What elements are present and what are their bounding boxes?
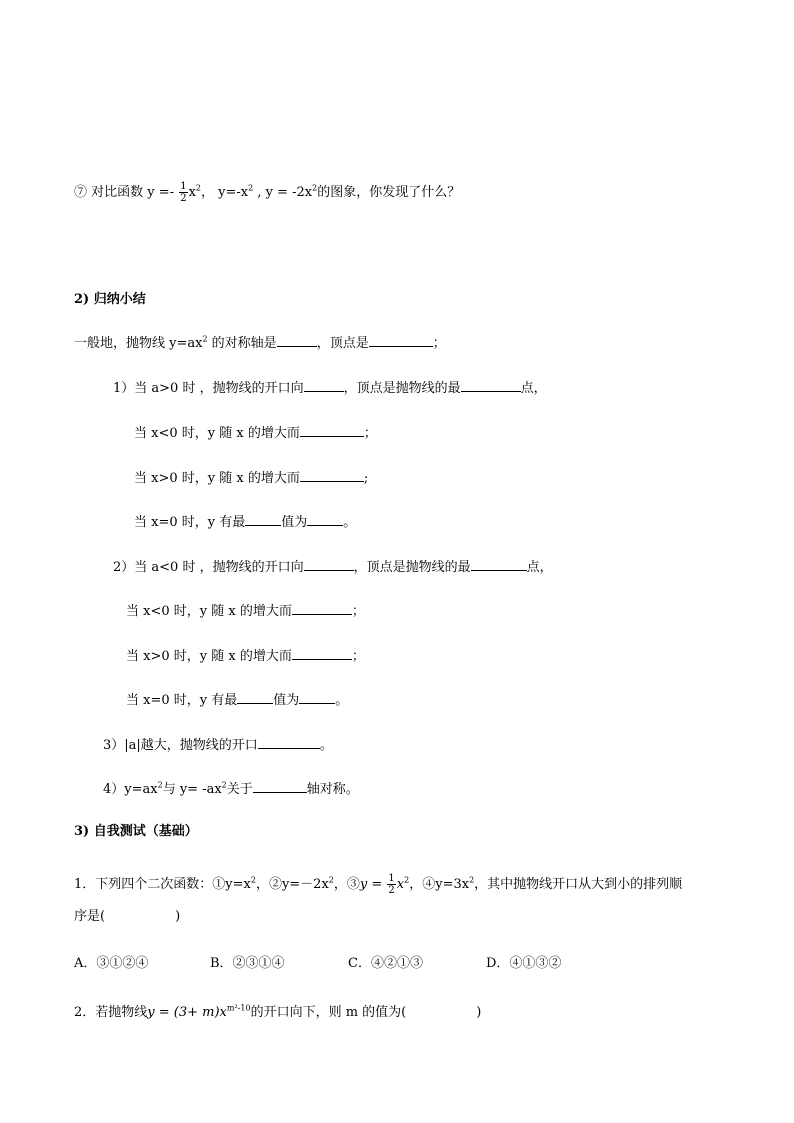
- q7-part3: , y = -2x: [253, 185, 313, 200]
- case1-l2-blank[interactable]: [300, 468, 364, 482]
- q1-e3: 2: [404, 875, 410, 885]
- case1-open-blank[interactable]: [304, 378, 344, 392]
- summary-heading: 2) 归纳小结: [74, 292, 146, 307]
- q7-prefix: 对比函数 y =-: [91, 185, 179, 200]
- summary-intro: [74, 333, 446, 353]
- q2-b: 的开口向下，则 m 的值为(: [250, 1005, 407, 1020]
- q1-line1: [74, 873, 682, 896]
- case1-line2: [134, 468, 368, 488]
- case2-head-a: 2）当 a<0 时 ，抛物线的开口向: [113, 560, 304, 575]
- p4-a: 4）y=ax: [103, 782, 158, 797]
- case1-l2-a: 当 x>0 时，y 随 x 的增大而: [134, 471, 300, 486]
- case2-extreme-blank[interactable]: [471, 557, 527, 571]
- q1-f: ，其中抛物线开口从大到小的排列顺: [474, 877, 683, 892]
- q1-y-eq: y =: [359, 877, 387, 892]
- option-a[interactable]: A．③①②④: [74, 956, 149, 971]
- p4-blank[interactable]: [253, 779, 307, 793]
- case1-l3-blank2[interactable]: [307, 512, 343, 526]
- p3-a: 3）|a|越大，抛物线的开口: [103, 738, 258, 753]
- case1-l1-blank[interactable]: [300, 423, 364, 437]
- q1-e2: 2: [328, 875, 334, 885]
- case2-l2-b: ；: [351, 649, 365, 664]
- p4-exp2: 2: [221, 780, 227, 790]
- q1-line2-b: ): [175, 909, 181, 924]
- case2-l3-b: 值为: [273, 693, 300, 708]
- q1-line2-a: 序是(: [74, 909, 106, 924]
- case1-extreme-blank[interactable]: [461, 378, 521, 392]
- q7-frac-num: 1: [180, 181, 187, 192]
- intro-d: ；: [432, 336, 446, 351]
- case2-l1-blank[interactable]: [292, 601, 352, 615]
- option-c[interactable]: C．④②①③: [348, 956, 423, 971]
- case2-l1-b: ；: [351, 604, 365, 619]
- vertex-blank[interactable]: [369, 333, 433, 347]
- case1-l2-b: ;: [363, 471, 369, 486]
- p4-b: 与 y= -ax: [162, 782, 222, 797]
- case1-line3: [134, 512, 356, 532]
- q7-line: [74, 181, 460, 204]
- case1-l3-a: 当 x=0 时，y 有最: [134, 515, 246, 530]
- q2-line: [74, 1004, 481, 1022]
- q1-line2: [74, 908, 180, 926]
- q7-part1-exp: 2: [195, 183, 201, 193]
- q7-part2: ， y=-x: [201, 185, 249, 200]
- q7-marker: ⑦: [74, 185, 88, 200]
- q1-e4: 2: [469, 875, 475, 885]
- q2-c: ): [476, 1005, 482, 1020]
- case2-l3-blank2[interactable]: [299, 690, 335, 704]
- case1-line1: [134, 423, 377, 443]
- q7-part3-exp: 2: [312, 183, 318, 193]
- q7-part1: x: [188, 185, 196, 200]
- test-heading: 3) 自我测试（基础）: [74, 824, 198, 839]
- p4-d: 轴对称。: [306, 782, 359, 797]
- q1-d: ，④y=3x: [409, 877, 470, 892]
- q1-b: ，②y=－2x: [255, 877, 329, 892]
- case2-l3-a: 当 x=0 时，y 有最: [126, 693, 238, 708]
- case1-head-c: 点，: [520, 381, 547, 396]
- case2-line1: [126, 601, 365, 621]
- case1-l1-b: ；: [363, 426, 377, 441]
- p3-b: 。: [319, 738, 333, 753]
- p4-exp1: 2: [157, 780, 163, 790]
- q1-c: ，③: [333, 877, 360, 892]
- axis-blank[interactable]: [277, 333, 317, 347]
- case2-line3: [126, 690, 348, 710]
- case2-l3-blank1[interactable]: [237, 690, 273, 704]
- q2-exp: m²-10: [226, 1003, 251, 1013]
- case1-l1-a: 当 x<0 时，y 随 x 的增大而: [134, 426, 300, 441]
- q7-fraction: [179, 181, 187, 204]
- q2-a: 2．若抛物线: [74, 1005, 148, 1020]
- point4: [103, 779, 359, 799]
- case1-head: [113, 378, 547, 398]
- case2-line2: [126, 646, 365, 666]
- case2-open-blank[interactable]: [304, 557, 354, 571]
- case1-l3-b: 值为: [281, 515, 308, 530]
- q1-frac-num: 1: [388, 873, 395, 884]
- p3-blank[interactable]: [258, 735, 320, 749]
- q1-a: 1．下列四个二次函数：①y=x: [74, 877, 251, 892]
- point3: [103, 735, 333, 755]
- case1-l3-blank1[interactable]: [245, 512, 281, 526]
- case2-l2-blank[interactable]: [292, 646, 352, 660]
- case2-head-c: 点，: [526, 560, 553, 575]
- option-d[interactable]: D．④①③②: [486, 956, 562, 971]
- case2-head-b: ，顶点是抛物线的最: [353, 560, 471, 575]
- case2-l2-a: 当 x>0 时，y 随 x 的增大而: [126, 649, 292, 664]
- q7-part2-exp: 2: [248, 183, 254, 193]
- p4-c: 关于: [226, 782, 253, 797]
- case1-head-a: 1）当 a>0 时 ，抛物线的开口向: [113, 381, 304, 396]
- option-b[interactable]: B．②③①④: [210, 956, 285, 971]
- case1-l3-c: 。: [343, 515, 357, 530]
- intro-b: 的对称轴是: [207, 336, 277, 351]
- q2-expr: y = (3+ m)x: [147, 1005, 227, 1020]
- case2-head: [113, 557, 553, 577]
- intro-c: ，顶点是: [316, 336, 369, 351]
- q7-suffix: 的图象，你发现了什么？: [317, 185, 461, 200]
- q1-fraction: [387, 873, 395, 896]
- q1-e1: 2: [250, 875, 256, 885]
- q1-frac-den: 2: [388, 885, 395, 896]
- q7-frac-den: 2: [180, 193, 187, 204]
- case2-l3-c: 。: [335, 693, 349, 708]
- case1-head-b: ，顶点是抛物线的最: [343, 381, 461, 396]
- q1-x: x: [396, 877, 405, 892]
- case2-l1-a: 当 x<0 时，y 随 x 的增大而: [126, 604, 292, 619]
- intro-exp: 2: [202, 334, 208, 344]
- intro-a: 一般地，抛物线 y=ax: [74, 336, 203, 351]
